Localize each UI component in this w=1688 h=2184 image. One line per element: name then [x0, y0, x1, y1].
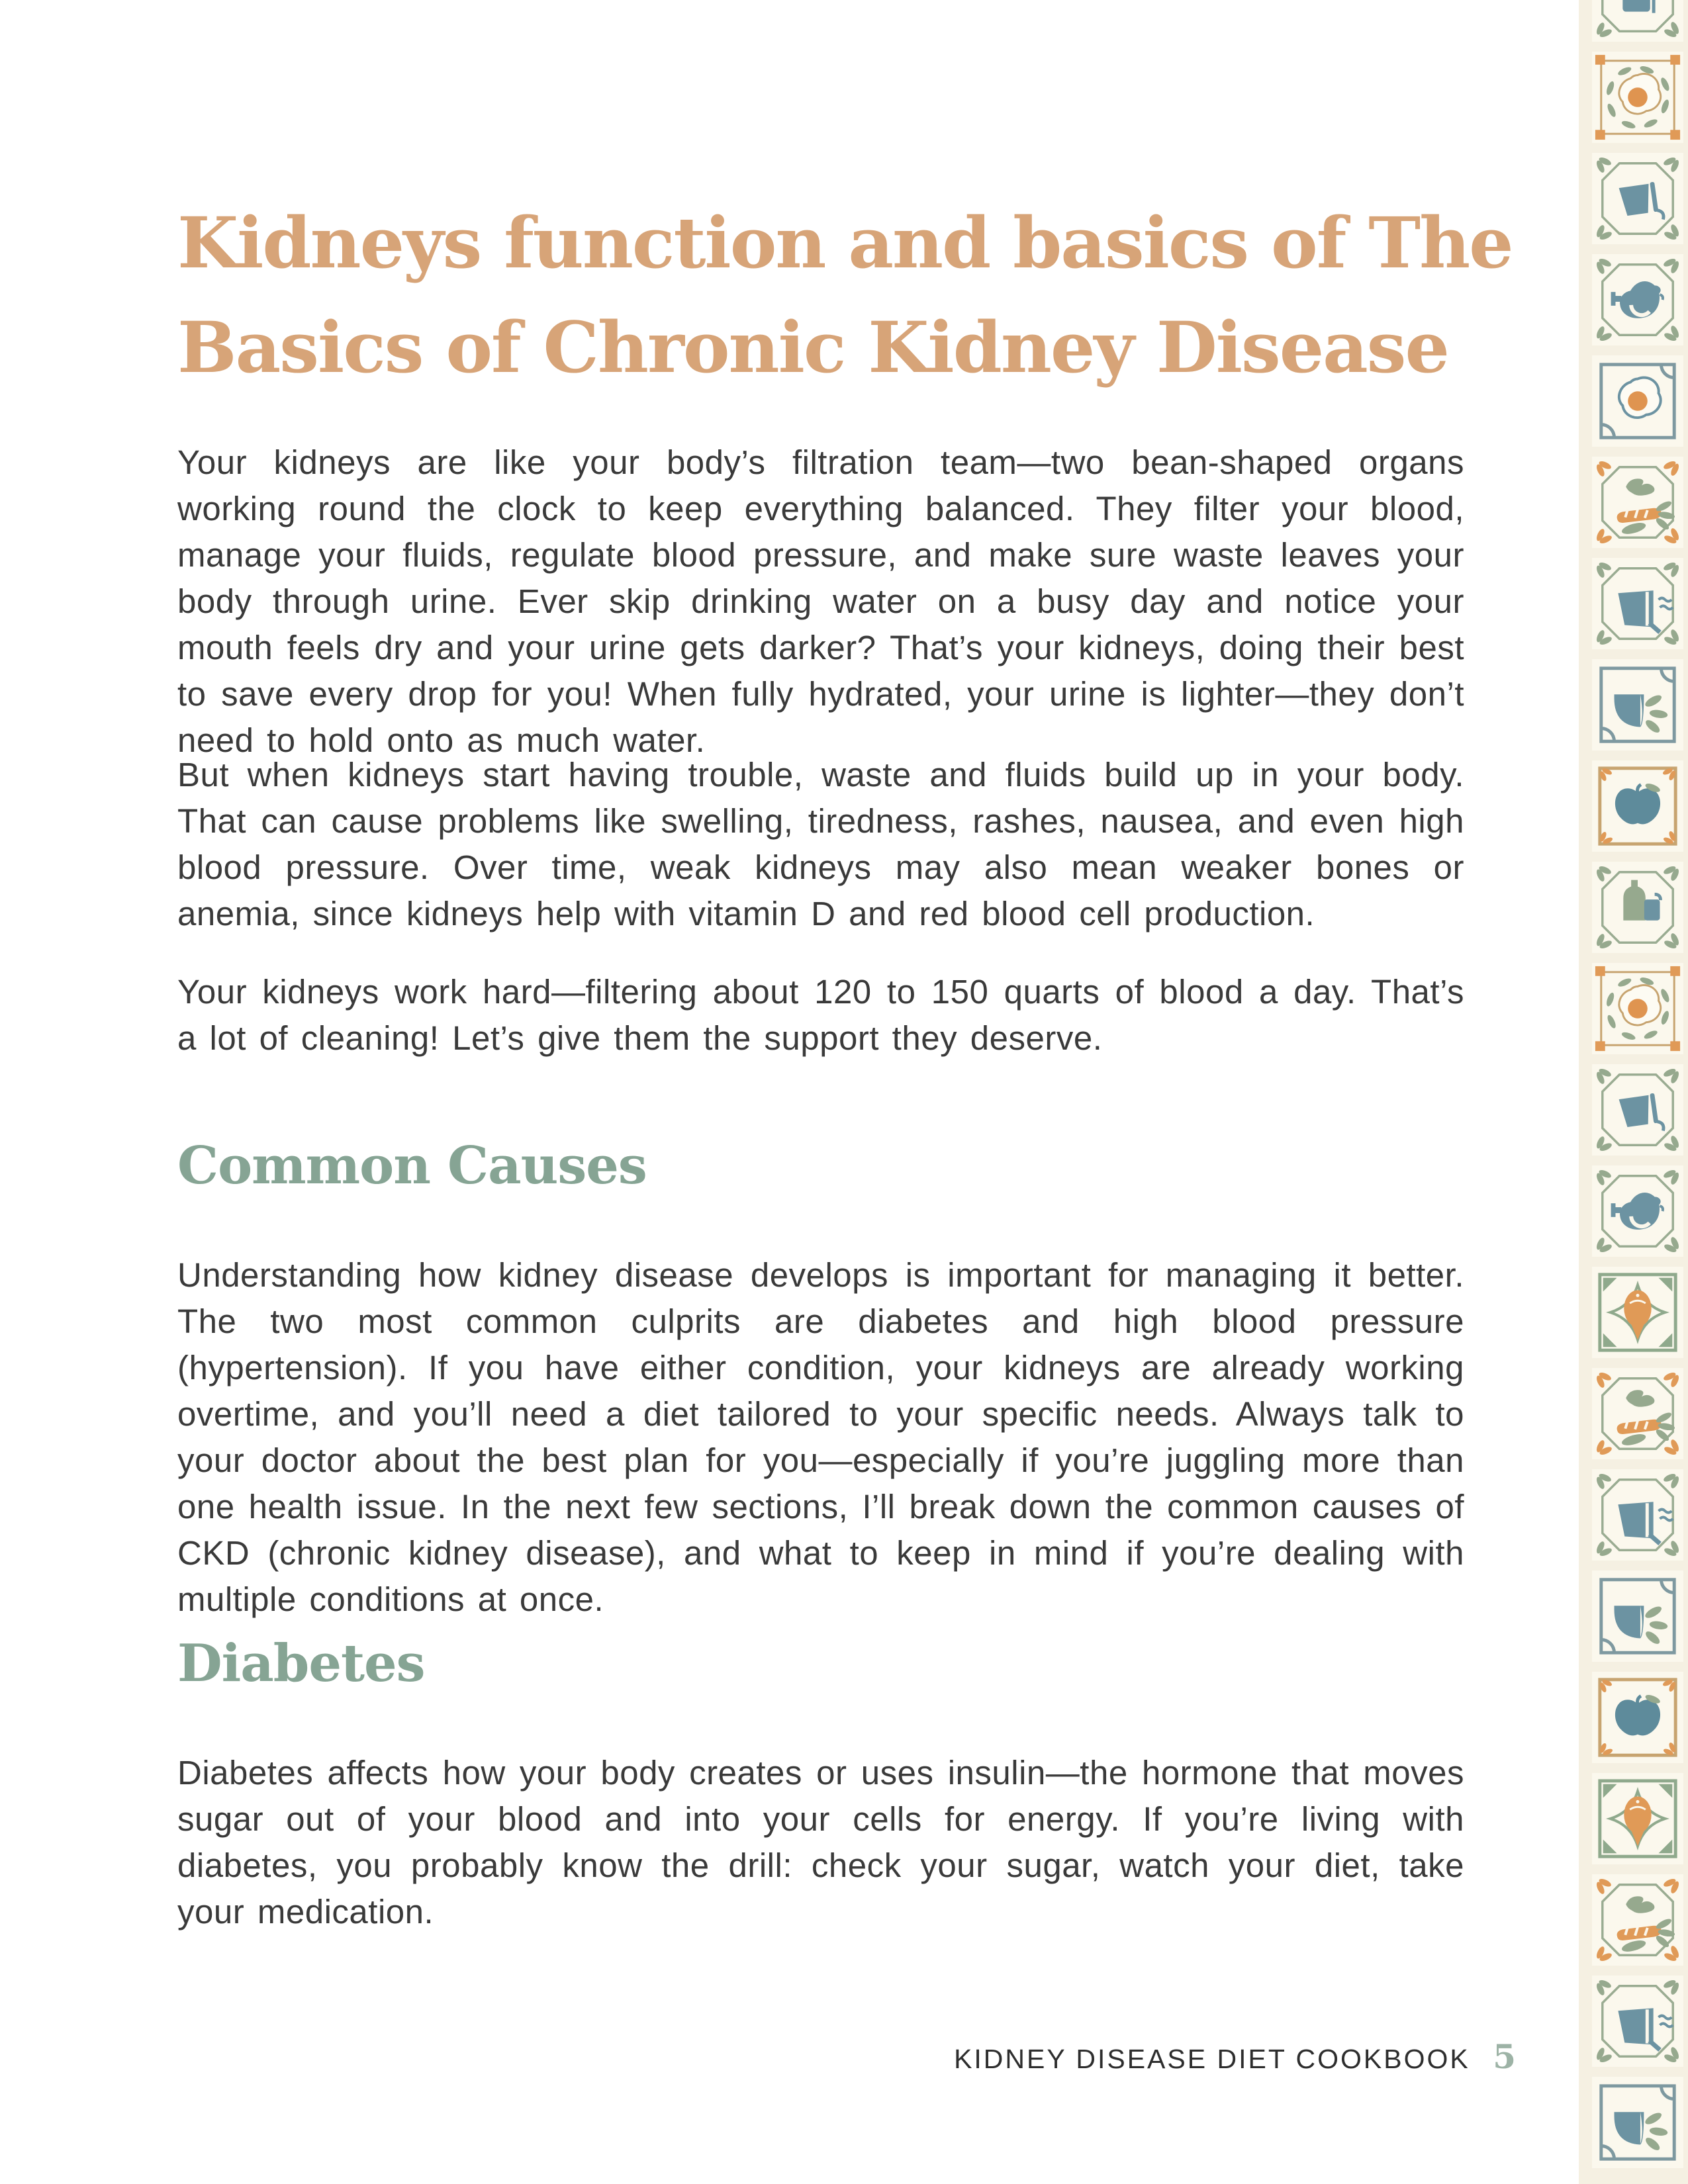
decor-tile-oil-jar-icon [1592, 862, 1683, 953]
decor-tile-apple-icon [1592, 1672, 1683, 1763]
decor-tile-chicken-icon [1592, 1165, 1683, 1257]
decor-tile-salad-bowl-icon [1592, 659, 1683, 751]
decor-tile-carrot-icon [1592, 1368, 1683, 1459]
section-heading-diabetes: Diabetes [177, 1633, 425, 1694]
decor-tile-carrot-icon [1592, 457, 1683, 548]
page-title-line2: Basics of Chronic Kidney Disease [177, 306, 1448, 388]
page-title [177, 191, 1513, 400]
decor-tile-blender-icon [1592, 0, 1683, 42]
diabetes-paragraph: Diabetes affects how your body creates or uses insulin—the hormone that moves sugar out of your blood and into your cells for energy. If you’re living with diabetes, you probably know the drill: check your sugar, watch your diet, take your medication. [177, 1754, 1464, 1931]
intro-paragraph-2: But when kidneys start having trouble, waste and fluids build up in your body. That can cause problems like swelling, tiredness, rashes, nausea, and even high blood pressure. Over time, weak kidneys may also mean weaker bones or anemia, since kidneys help with vitamin D and red blood cell production. [177, 756, 1464, 933]
decor-tile-salad-bowl-icon [1592, 1570, 1683, 1662]
decor-tile-fish-icon [1592, 1773, 1683, 1864]
decor-tile-salad-bowl-icon [1592, 2077, 1683, 2168]
decorative-tile-sidebar [1579, 0, 1688, 2184]
footer-page-number: 5 [1493, 2037, 1516, 2076]
decor-tile-cup-icon [1592, 153, 1683, 244]
decor-tile-fried-egg-icon [1592, 963, 1683, 1054]
decor-tile-apple-icon [1592, 760, 1683, 852]
decor-tile-carrot-icon [1592, 1874, 1683, 1966]
intro-paragraph-3: Your kidneys work hard—filtering about 120 to 150 quarts of blood a day. That’s a lot of cleaning! Let’s give them the support they deserve. [177, 973, 1464, 1057]
intro-paragraph-1: Your kidneys are like your body’s filtration team—two bean-shaped organs working round the clock to keep everything balanced. They filter your blood, manage your fluids, regulate blood pressure, and make sure waste leaves your body through urine. Ever skip drinking water on a busy day and notice your mouth feels dry and your urine gets darker? That’s your kidneys, doing their best to save every drop for you! When fully hydrated, your urine is lighter—they don’t need to hold onto as much water. [177, 443, 1464, 759]
section-heading-common-causes: Common Causes [177, 1136, 647, 1196]
decor-tile-soup-bowl-icon [1592, 558, 1683, 649]
page-title-line1: Kidneys function and basics of The [177, 201, 1513, 284]
decor-tile-chicken-icon [1592, 254, 1683, 345]
decor-tile-fried-egg-icon [1592, 52, 1683, 143]
decor-tile-soup-bowl-icon [1592, 1976, 1683, 2067]
common-causes-paragraph: Understanding how kidney disease develops is important for managing it better. The two most common culprits are diabetes and high blood pressure (hypertension). If you have either condition, your kidneys are already working overtime, and you’ll need a diet tailored to your specific needs. Always talk to your doctor about the best plan for you—especially if you’re juggling more than one health issue. In the next few sections, I’ll break down the common causes of CKD (chronic kidney disease), and what to keep in mind if you’re dealing with multiple conditions at once. [177, 1256, 1464, 1618]
decor-tile-egg-icon [1592, 355, 1683, 447]
decor-tile-soup-bowl-icon [1592, 1469, 1683, 1561]
page-footer [177, 2037, 1516, 2076]
decor-tile-cup-icon [1592, 1064, 1683, 1156]
decor-tile-fish-icon [1592, 1267, 1683, 1358]
footer-book-title: KIDNEY DISEASE DIET COOKBOOK [954, 2044, 1470, 2074]
